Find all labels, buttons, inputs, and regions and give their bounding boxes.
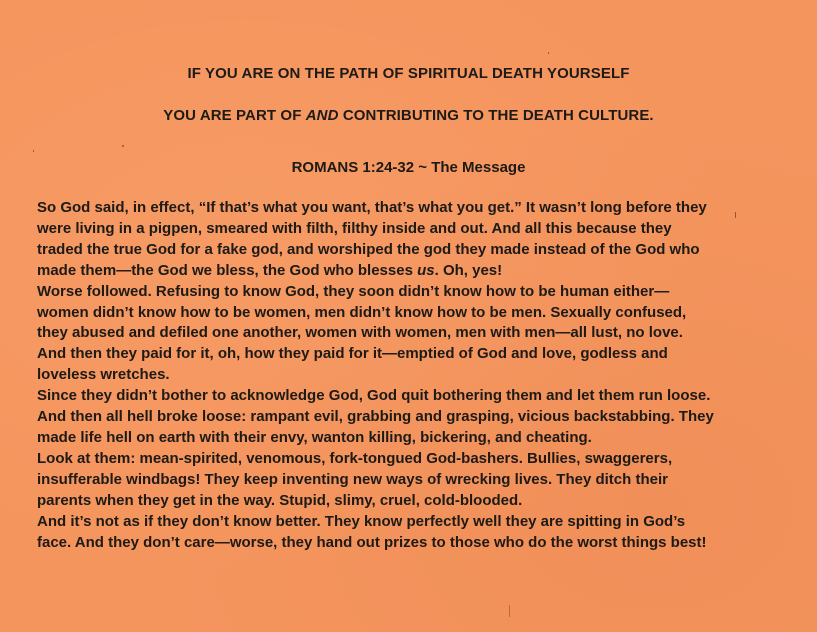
passage-line: made life hell on earth with their envy, wanton killing, bickering, and cheating.	[37, 428, 592, 446]
paper-speck	[548, 52, 549, 54]
passage-line: women didn’t know how to be women, men didn’t know how to be men. Sexually confused,	[37, 303, 687, 321]
passage-line: face. And they don’t care—worse, they hand out prizes to those who do the worst things best!	[37, 533, 707, 551]
heading-line-2-end: CONTRIBUTING TO THE DEATH CULTURE.	[338, 107, 654, 124]
passage-line-with-emphasis	[37, 261, 797, 282]
passage-line: loveless wretches.	[37, 366, 170, 384]
passage-line-4-start: made them—the God we bless, the God who blesses	[37, 261, 418, 279]
passage-line: were living in a pigpen, smeared with filth, filthy inside and out. And all this because they	[37, 219, 672, 237]
passage-line: Look at them: mean-spirited, venomous, fork-tongued God-bashers. Bullies, swaggerers,	[37, 449, 673, 467]
passage-line: Since they didn’t bother to acknowledge God, God quit bothering them and let them run loose.	[37, 387, 711, 405]
passage-line: And it’s not as if they don’t know better. They know perfectly well they are spitting in God’s	[37, 512, 686, 530]
scripture-passage	[37, 198, 797, 553]
passage-line: insufferable windbags! They keep inventing new ways of wrecking lives. They ditch their	[37, 470, 668, 488]
passage-line: And then all hell broke loose: rampant evil, grabbing and grasping, vicious backstabbing. They	[37, 408, 714, 426]
passage-line: So God said, in effect, “If that’s what you want, that’s what you get.” It wasn’t long before they	[37, 199, 707, 216]
scripture-reference: ROMANS 1:24-32 ~ The Message	[291, 159, 526, 176]
passage-line: Worse followed. Refusing to know God, they soon didn’t know how to be human either—	[37, 282, 670, 300]
paper-speck	[33, 150, 34, 152]
passage-line-4-end: . Oh, yes!	[434, 261, 503, 279]
passage-line: they abused and defiled one another, women with women, men with men—all lust, no love.	[37, 324, 683, 342]
paper-speck	[122, 145, 124, 147]
paper-speck	[509, 605, 510, 617]
passage-emphasis-us: us	[417, 261, 435, 279]
passage-line: traded the true God for a fake god, and worshiped the god they made instead of the God who	[37, 240, 700, 258]
heading-line-2-start: YOU ARE PART OF	[163, 107, 306, 124]
paper-speck	[735, 212, 736, 218]
passage-line: parents when they get in the way. Stupid, slimy, cruel, cold-blooded.	[37, 491, 523, 509]
heading-line-2-emphasis: AND	[305, 107, 339, 124]
heading-line-1: IF YOU ARE ON THE PATH OF SPIRITUAL DEATH YOURSELF	[187, 65, 630, 82]
passage-line: And then they paid for it, oh, how they paid for it—emptied of God and love, godless and	[37, 345, 668, 363]
heading-line-2	[0, 107, 817, 124]
